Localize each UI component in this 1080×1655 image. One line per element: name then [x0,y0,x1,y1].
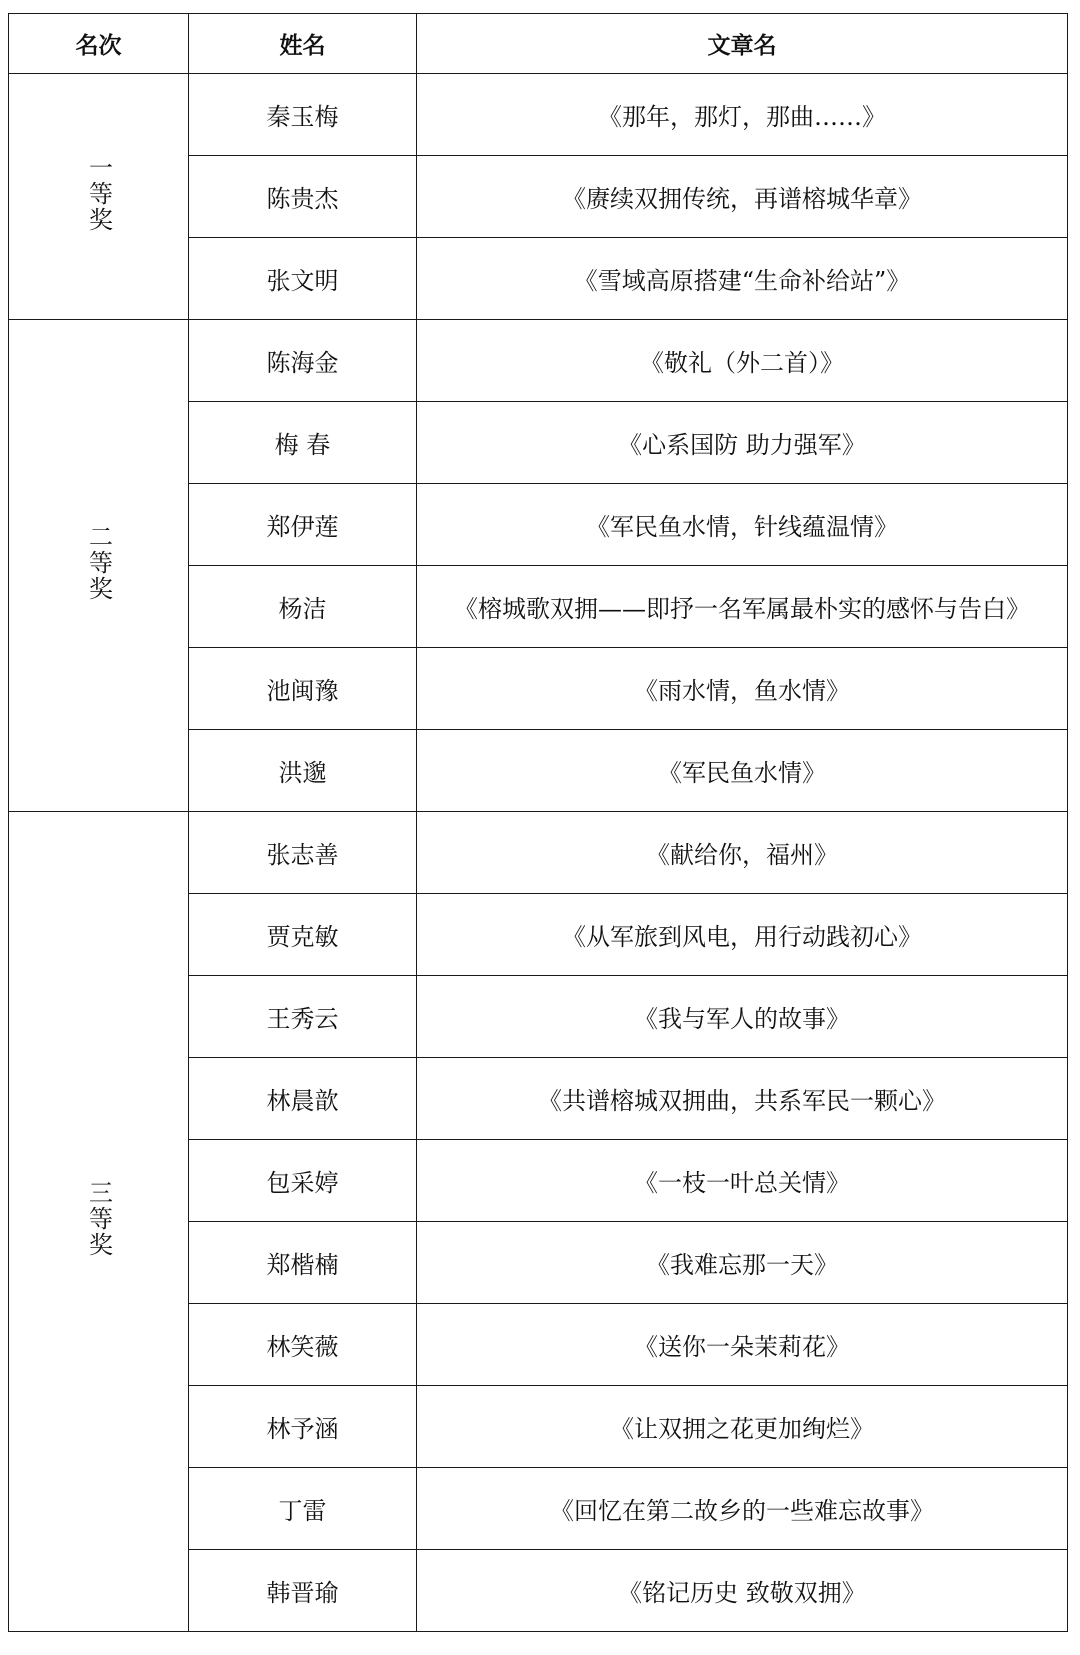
name-cell: 郑楷楠 [189,1222,417,1304]
title-cell: 《军民鱼水情，针线蕴温情》 [417,484,1068,566]
table-row [9,320,1068,402]
table-header-row [9,14,1068,74]
name-cell: 梅 春 [189,402,417,484]
title-cell: 《榕城歌双拥——即抒一名军属最朴实的感怀与告白》 [417,566,1068,648]
name-cell: 陈贵杰 [189,156,417,238]
name-cell: 林笑薇 [189,1304,417,1386]
name-cell: 林予涵 [189,1386,417,1468]
title-cell: 《共谱榕城双拥曲，共系军民一颗心》 [417,1058,1068,1140]
title-cell: 《雪域高原搭建“生命补给站”》 [417,238,1068,320]
title-cell: 《雨水情，鱼水情》 [417,648,1068,730]
name-cell: 丁雷 [189,1468,417,1550]
title-cell: 《我与军人的故事》 [417,976,1068,1058]
rank-cell-third [9,812,189,1632]
table-row [9,74,1068,156]
name-cell: 郑伊莲 [189,484,417,566]
name-cell: 池闽豫 [189,648,417,730]
name-cell: 秦玉梅 [189,74,417,156]
title-cell: 《一枝一叶总关情》 [417,1140,1068,1222]
header-title: 文章名 [417,14,1068,74]
table-row [9,812,1068,894]
rank-cell-first [9,74,189,320]
title-cell: 《从军旅到风电，用行动践初心》 [417,894,1068,976]
title-cell: 《献给你，福州》 [417,812,1068,894]
title-cell: 《敬礼（外二首）》 [417,320,1068,402]
name-cell: 洪邈 [189,730,417,812]
rank-label: 三等奖 [84,1179,113,1258]
rank-cell-second [9,320,189,812]
name-cell: 杨洁 [189,566,417,648]
title-cell: 《赓续双拥传统，再谱榕城华章》 [417,156,1068,238]
award-list-table [8,13,1068,1632]
name-cell: 陈海金 [189,320,417,402]
name-cell: 王秀云 [189,976,417,1058]
title-cell: 《送你一朵茉莉花》 [417,1304,1068,1386]
header-rank: 名次 [9,14,189,74]
rank-label: 二等奖 [84,523,113,602]
rank-label: 一等奖 [84,154,113,233]
name-cell: 贾克敏 [189,894,417,976]
title-cell: 《那年，那灯，那曲……》 [417,74,1068,156]
name-cell: 张文明 [189,238,417,320]
title-cell: 《我难忘那一天》 [417,1222,1068,1304]
title-cell: 《回忆在第二故乡的一些难忘故事》 [417,1468,1068,1550]
name-cell: 林晨歆 [189,1058,417,1140]
title-cell: 《军民鱼水情》 [417,730,1068,812]
name-cell: 张志善 [189,812,417,894]
title-cell: 《铭记历史 致敬双拥》 [417,1550,1068,1632]
name-cell: 韩晋瑜 [189,1550,417,1632]
title-cell: 《让双拥之花更加绚烂》 [417,1386,1068,1468]
name-cell: 包采婷 [189,1140,417,1222]
title-cell: 《心系国防 助力强军》 [417,402,1068,484]
header-name: 姓名 [189,14,417,74]
